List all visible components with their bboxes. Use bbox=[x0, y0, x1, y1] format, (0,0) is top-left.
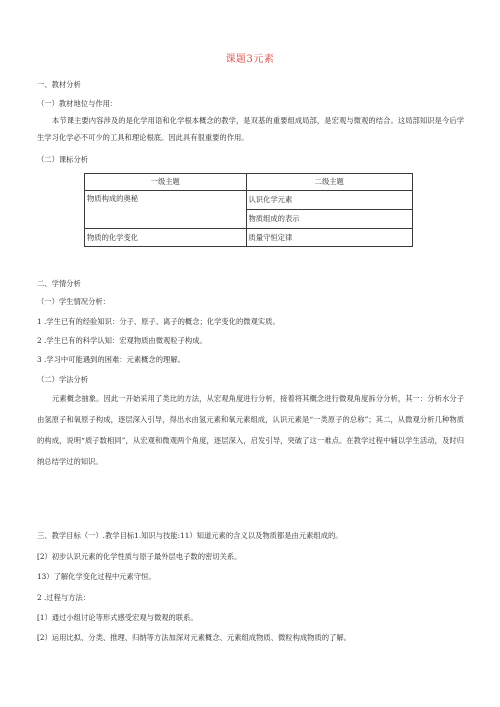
subheading-1-1: （一）教材地位与作用： bbox=[37, 99, 118, 108]
table-cell: 物质的化学变化 bbox=[85, 229, 247, 247]
table-row bbox=[85, 229, 413, 247]
subheading-2-1: （一）学生情况分析： bbox=[37, 297, 110, 306]
section-heading-2: 二、学情分析 bbox=[37, 279, 81, 288]
table-header-cell: 一级主题 bbox=[85, 174, 247, 191]
subheading-2-2: （二）学法分析 bbox=[37, 375, 89, 384]
objective-line: 13）了解化学变化过程中元素守恒。 bbox=[37, 572, 156, 581]
table-cell: 质量守恒定律 bbox=[246, 229, 413, 247]
objective-line: [2）运用比拟、分类、推理、归纳等方法加深对元素概念、元素组成物质、微粒构成物质的了解。 bbox=[37, 633, 351, 642]
paragraph-2: 元素概念抽象。因此一开始采用了类比的方法，从宏观角度进行分析，接着将其概念进行微观角度拆分分析，其一：分析水分子由氢原子和氧原子构成，逐层深入引导，得出水由氢元素和氧元素组成，认识元素是“一类原子的总称”；其二，从微观分析几种物质的构成，说明“质子数相同”，从宏观和微观两个角度，逐层深入，启发引导，突破了这一难点。在教学过程中辅以学生活动，及时归纳总结学过的知识。 bbox=[37, 394, 464, 466]
table-cell: 物质构成的奥秘 bbox=[85, 191, 247, 229]
page-title: 课题3元素 bbox=[225, 54, 275, 65]
table-cell: 认识化学元素 bbox=[246, 191, 413, 210]
curriculum-table bbox=[84, 173, 413, 247]
section-heading-3: 三、教学目标（一）.教学目标1.知识与技能:11）知道元素的含义以及物质都是由元素组成的。 bbox=[37, 531, 343, 540]
table-cell: 物质组成的表示 bbox=[246, 210, 413, 229]
list-item: 1 .学生已有的经验知识：分子、原子、离子的概念；化学变化的微观实质。 bbox=[37, 317, 280, 326]
objective-line: [2）初步认识元素的化学性质与原子最外层电子数的密切关系。 bbox=[37, 552, 242, 561]
objective-line: [1）通过小组讨论等形式感受宏观与微观的联系。 bbox=[37, 613, 198, 622]
table-header-cell: 二级主题 bbox=[246, 174, 413, 191]
table-row bbox=[85, 191, 413, 210]
paragraph-1: 本节课主要内容涉及的是化学用语和化学根本概念的教学，是双基的重要组成局部，是宏观与微观的结合。这局部知识是今后学生学习化学必不可少的工具和理论根底。因此具有很重要的作用。 bbox=[37, 116, 464, 142]
table-header-row bbox=[85, 174, 413, 191]
list-item: 2 .学生已有的科学认知：宏观物质由微观粒子构成。 bbox=[37, 336, 207, 345]
objective-line: 2 .过程与方法： bbox=[37, 593, 91, 602]
subheading-1-2: （二）课标分析 bbox=[37, 155, 89, 164]
section-heading-1: 一、教材分析 bbox=[37, 80, 81, 89]
list-item: 3 .学习中可能遇到的困难：元素概念的理解。 bbox=[37, 355, 185, 364]
